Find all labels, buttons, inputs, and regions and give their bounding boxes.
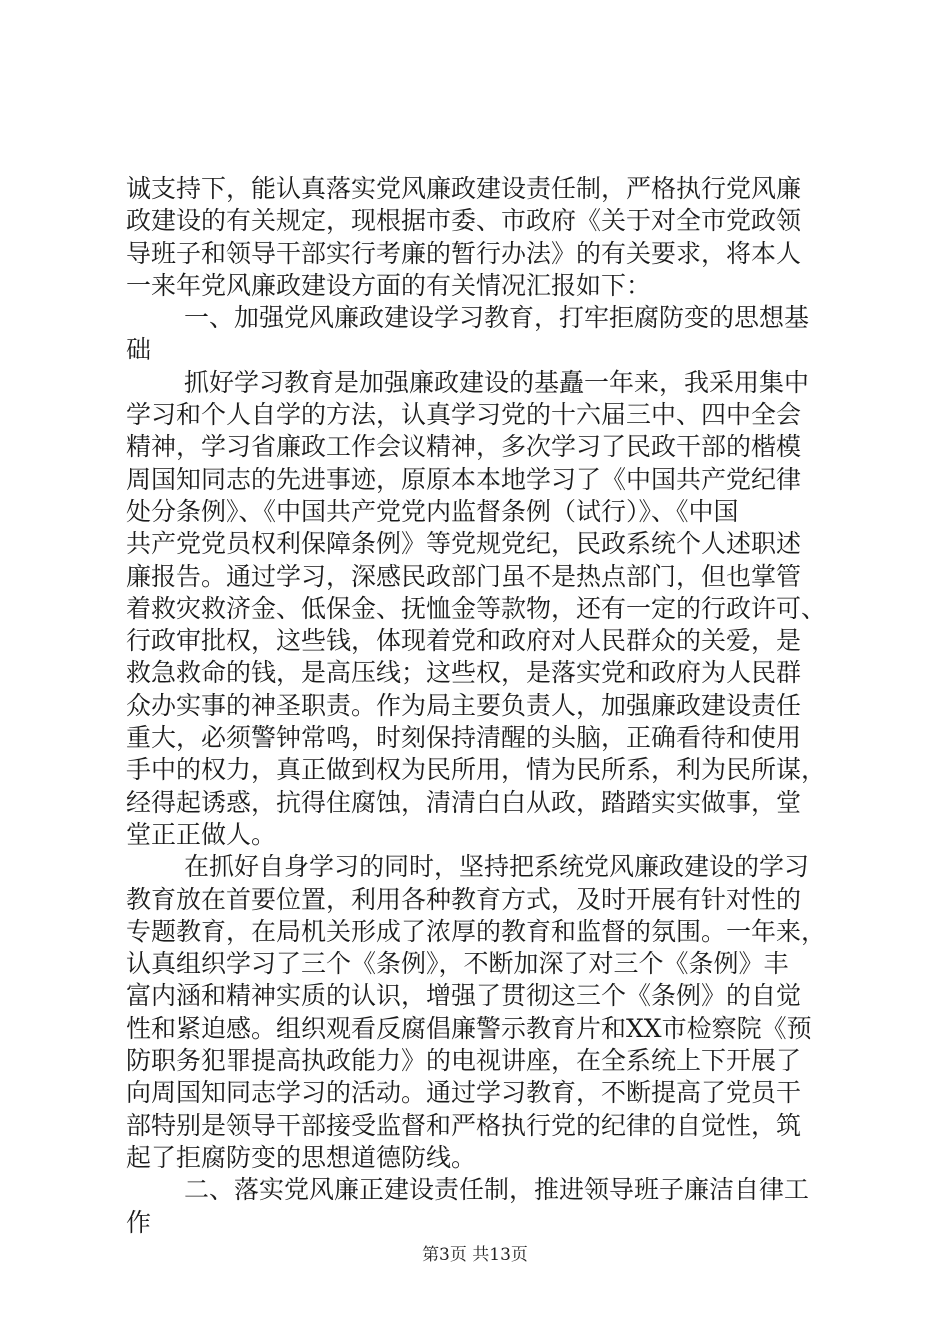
text-line: 处分条例》、《中国共产党党内监督条例（试行）》、《中国 (126, 496, 739, 526)
text-line: 向周国知同志学习的活动。通过学习教育，不断提高了党员干 (126, 1078, 802, 1108)
text-line: 救急救命的钱，是高压线；这些权，是落实党和政府为人民群 (126, 658, 802, 688)
text-line: 一、加强党风廉政建设学习教育，打牢拒腐防变的思想基 (184, 303, 810, 333)
document-body (126, 173, 838, 1239)
text-line: 防职务犯罪提高执政能力》的电视讲座，在全系统上下开展了 (126, 1046, 802, 1076)
text-line: 性和紧迫感。组织观看反腐倡廉警示教育片和XX市检察院《预 (126, 1013, 812, 1043)
text-line: 堂正正做人。 (126, 819, 277, 849)
text-line: 精神，学习省廉政工作会议精神，多次学习了民政干部的楷模 (126, 432, 802, 462)
text-line: 众办实事的神圣职责。作为局主要负责人，加强廉政建设责任 (126, 690, 802, 720)
text-line: 廉报告。通过学习，深感民政部门虽不是热点部门，但也掌管 (126, 561, 802, 591)
text-line: 起了拒腐防变的思想道德防线。 (126, 1142, 477, 1172)
text-line: 导班子和领导干部实行考廉的暂行办法》的有关要求，将本人 (126, 238, 802, 268)
text-line: 在抓好自身学习的同时，坚持把系统党风廉政建设的学习 (184, 852, 810, 882)
text-line: 部特别是领导干部接受监督和严格执行党的纪律的自觉性，筑 (126, 1110, 802, 1140)
text-line: 着救灾救济金、低保金、抚恤金等款物，还有一定的行政许可、 (126, 593, 827, 623)
text-line: 富内涵和精神实质的认识，增强了贯彻这三个《条例》的自觉 (126, 981, 802, 1011)
text-line: 二、落实党风廉正建设责任制，推进领导班子廉洁自律工 (184, 1175, 810, 1205)
text-line: 重大，必须警钟常鸣，时刻保持清醒的头脑，正确看待和使用 (126, 723, 802, 753)
text-line: 学习和个人自学的方法，认真学习党的十六届三中、四中全会 (126, 400, 802, 430)
text-line: 政建设的有关规定，现根据市委、市政府《关于对全市党政领 (126, 206, 802, 236)
text-line: 认真组织学习了三个《条例》，不断加深了对三个《条例》丰 (126, 949, 789, 979)
text-line: 诚支持下，能认真落实党风廉政建设责任制，严格执行党风廉 (126, 174, 802, 203)
text-line: 础 (126, 335, 152, 365)
text-line: 周国知同志的先进事迹，原原本本地学习了《中国共产党纪律 (126, 464, 802, 494)
text-line: 教育放在首要位置，利用各种教育方式，及时开展有针对性的 (126, 884, 802, 914)
text-line: 经得起诱惑，抗得住腐蚀，清清白白从政，踏踏实实做事，堂 (126, 787, 802, 817)
page-footer: 第3页 共13页 (422, 1245, 528, 1265)
text-line: 专题教育，在局机关形成了浓厚的教育和监督的氛围。一年来， (126, 916, 827, 946)
text-line: 一来年党风廉政建设方面的有关情况汇报如下： (126, 270, 652, 300)
text-line: 手中的权力，真正做到权为民所用，情为民所系，利为民所谋， (126, 755, 827, 785)
text-line: 抓好学习教育是加强廉政建设的基矗一年来，我采用集中 (184, 367, 810, 397)
text-line: 共产党党员权利保障条例》等党规党纪，民政系统个人述职述 (126, 529, 802, 559)
text-line: 作 (126, 1207, 152, 1237)
text-line: 行政审批权，这些钱，体现着党和政府对人民群众的关爱，是 (126, 626, 802, 656)
